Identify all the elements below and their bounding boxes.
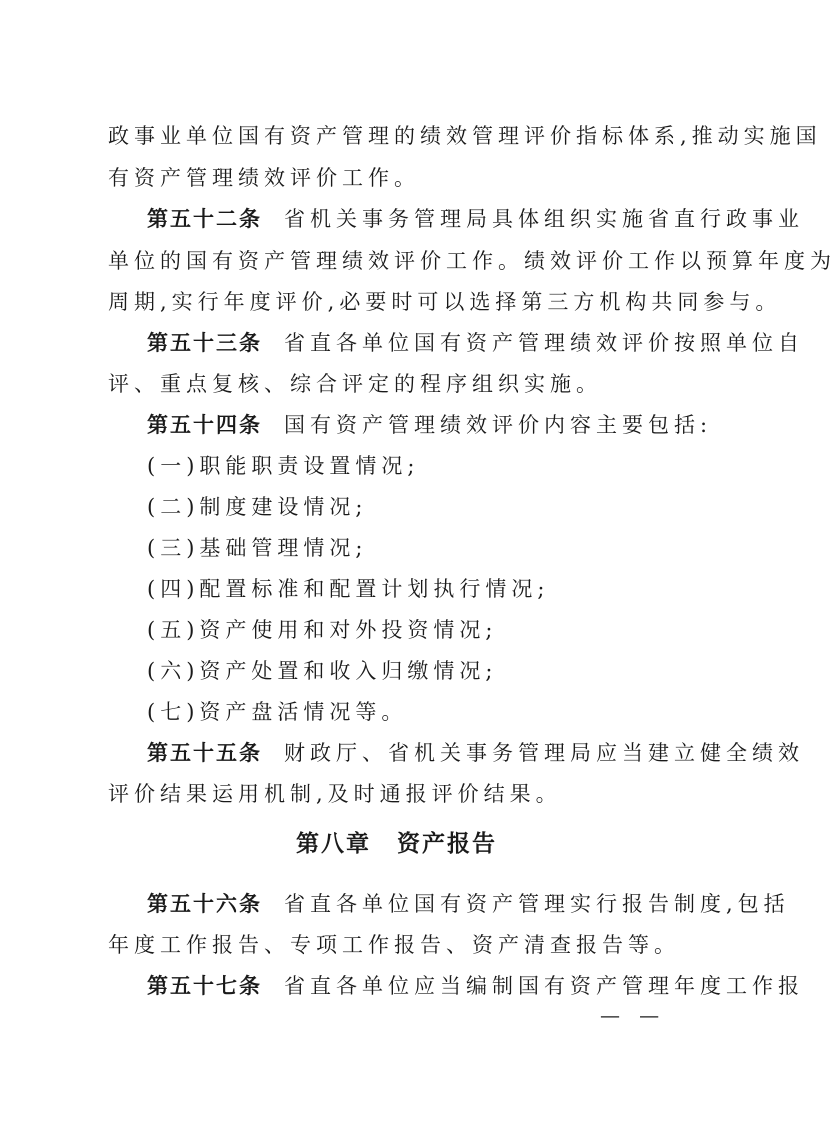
article-text: 省直各单位国有资产管理绩效评价按照单位自 [284,331,804,355]
chapter-title: 资产报告 [397,831,497,857]
article-52 [147,199,804,239]
article-53 [147,323,804,363]
list-item: (四)配置标准和配置计划执行情况; [147,577,550,601]
article-text: 省直各单位应当编制国有资产管理年度工作报 [284,974,804,998]
list-item: (一)职能职责设置情况; [147,454,420,478]
list-item: (七)资产盘活情况等。 [147,700,408,724]
paragraph-line: 单位的国有资产管理绩效评价工作。绩效评价工作以预算年度为 [108,249,836,273]
paragraph-line: 评价结果运用机制,及时通报评价结果。 [108,782,562,806]
paragraph-line: 政事业单位国有资产管理的绩效管理评价指标体系,推动实施国 [108,124,822,148]
paragraph-line: 周期,实行年度评价,必要时可以选择第三方机构共同参与。 [108,290,782,314]
article-label: 第五十七条 [147,974,262,998]
page-number: — — [600,1003,660,1027]
article-text: 省机关事务管理局具体组织实施省直行政事业 [284,207,804,231]
article-label: 第五十三条 [147,331,262,355]
list-item: (二)制度建设情况; [147,495,368,519]
paragraph-line: 评、重点复核、综合评定的程序组织实施。 [108,372,602,396]
paragraph-line: 有资产管理绩效评价工作。 [108,166,420,190]
article-55 [147,733,804,773]
article-text: 省直各单位国有资产管理实行报告制度,包括 [284,892,790,916]
article-text: 财政厅、省机关事务管理局应当建立健全绩效 [284,741,804,765]
article-label: 第五十六条 [147,892,262,916]
article-text: 国有资产管理绩效评价内容主要包括: [284,413,713,437]
list-item: (六)资产处置和收入归缴情况; [147,659,498,683]
chapter-heading [0,824,793,864]
paragraph-line: 年度工作报告、专项工作报告、资产清查报告等。 [108,933,680,957]
article-label: 第五十四条 [147,413,262,437]
chapter-number: 第八章 [296,831,371,857]
article-label: 第五十五条 [147,741,262,765]
article-56 [147,884,790,924]
list-item: (五)资产使用和对外投资情况; [147,618,498,642]
list-item: (三)基础管理情况; [147,536,368,560]
article-label: 第五十二条 [147,207,262,231]
article-54 [147,405,713,445]
